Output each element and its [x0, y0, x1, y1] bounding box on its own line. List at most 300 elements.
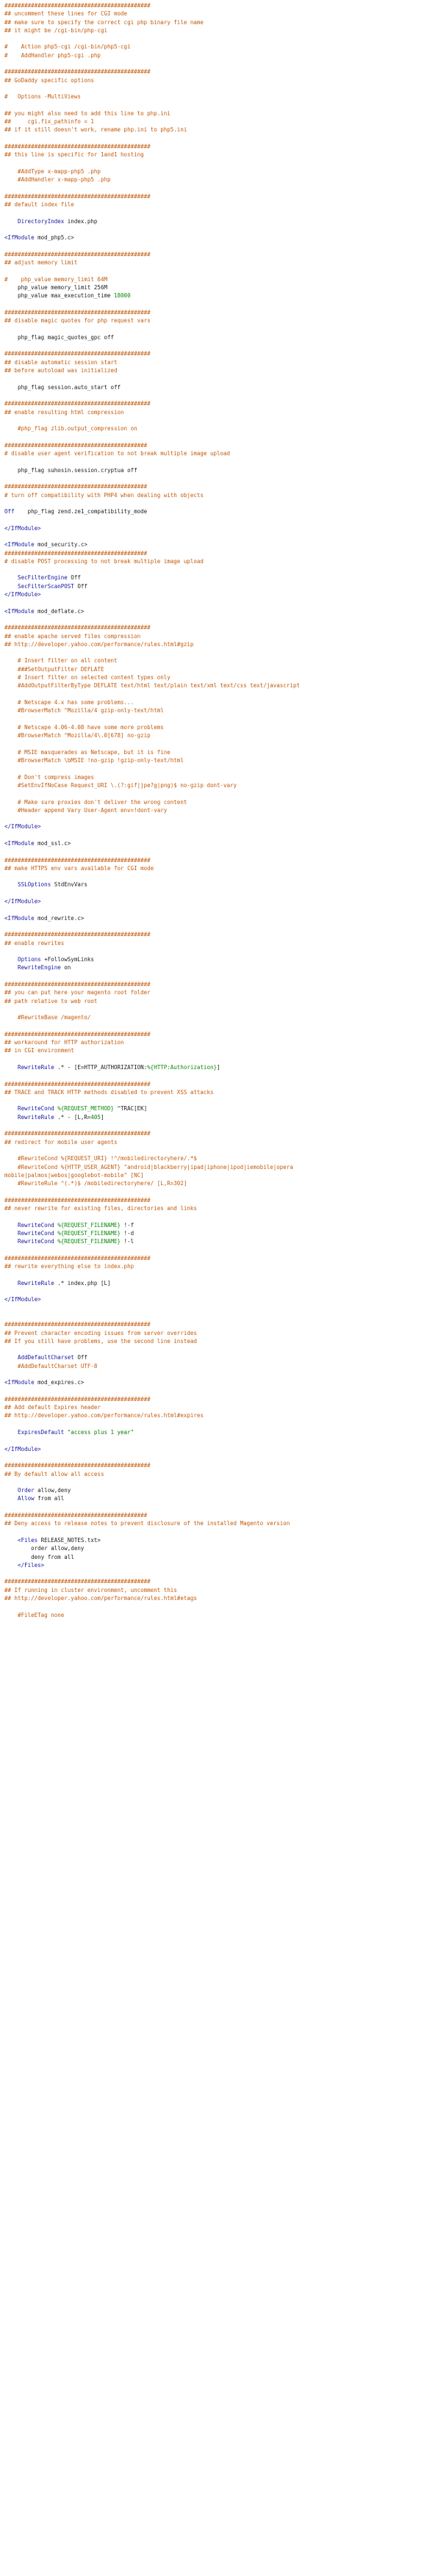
code-line — [4, 399, 437, 408]
code-token: mod_ssl.c> — [34, 839, 71, 847]
code-line — [4, 1005, 437, 1013]
code-line — [4, 1304, 437, 1312]
code-comment: # Netscape 4.06-4.08 have some more problems — [4, 723, 164, 731]
code-comment: #AddType x-mapp-php5 .php — [4, 167, 101, 175]
code-comment: # Insert filter on all content — [4, 657, 118, 665]
code-line — [4, 151, 437, 159]
code-token: SecFilterEngine — [4, 574, 68, 582]
code-line — [4, 557, 437, 565]
code-token: RewriteCond — [4, 1221, 54, 1229]
code-line — [4, 1586, 437, 1594]
code-line — [4, 18, 437, 26]
code-comment: ## make sure to specify the correct cgi php binary file name — [4, 18, 204, 26]
code-line — [4, 267, 437, 275]
code-line — [4, 300, 437, 308]
code-line — [4, 739, 437, 748]
code-line — [4, 1411, 437, 1419]
code-token: php_flag session.auto_start off — [4, 383, 121, 391]
code-line — [4, 748, 437, 756]
code-line — [4, 217, 437, 225]
code-comment: # turn off compatibility with PHP4 when dealing with objects — [4, 491, 204, 499]
code-line — [4, 84, 437, 93]
code-line — [4, 673, 437, 681]
code-comment: #BrowserMatch \bMSIE !no-gzip !gzip-only-text/html — [4, 757, 184, 764]
code-comment: ## By default allow all access — [4, 1470, 104, 1477]
code-comment: #RewriteBase /magento/ — [4, 1014, 91, 1021]
code-line — [4, 1212, 437, 1220]
code-line — [4, 1353, 437, 1361]
code-line — [4, 234, 437, 242]
code-comment: # Insert filter on selected content types only — [4, 674, 171, 681]
code-line — [4, 1536, 437, 1544]
code-line — [4, 341, 437, 350]
code-line — [4, 1096, 437, 1104]
code-line — [4, 822, 437, 831]
code-token: mod_expires.c> — [34, 1379, 85, 1386]
code-token: php_value memory_limit 256M — [4, 284, 107, 292]
code-comment: #FileETag none — [4, 1611, 65, 1618]
code-comment: ############################################ — [4, 1254, 151, 1262]
code-line — [4, 1229, 437, 1237]
code-comment: # Don't compress images — [4, 773, 94, 781]
code-line — [4, 1602, 437, 1610]
code-token: !-f — [121, 1221, 135, 1229]
code-line — [4, 540, 437, 549]
code-token: </IfModule> — [4, 1296, 41, 1303]
code-comment: ############################################ — [4, 1395, 151, 1403]
code-token: %{REQUEST_FILENAME} — [57, 1221, 121, 1229]
code-line — [4, 524, 437, 532]
code-comment: ## if it still doesn't work, rename php.ini to php5.ini — [4, 126, 187, 134]
code-line — [4, 922, 437, 930]
code-token: allow,deny — [34, 1487, 71, 1494]
code-line — [4, 1420, 437, 1428]
code-line — [4, 366, 437, 375]
code-comment: mobile|palmos|webos|googlebot-mobile" [NC] — [4, 1171, 144, 1179]
code-comment: ## this line is specific for 1and1 hosting — [4, 151, 144, 159]
code-comment: ############################################ — [4, 1578, 151, 1585]
code-line — [4, 839, 437, 847]
code-line — [4, 126, 437, 134]
code-comment: ## you might also need to add this line to php.ini — [4, 109, 171, 117]
code-token: </Files> — [4, 1561, 45, 1569]
code-line — [4, 482, 437, 491]
code-comment: ############################################ — [4, 400, 151, 408]
code-token: Order — [4, 1487, 35, 1494]
code-line — [4, 1163, 437, 1171]
code-comment: ## make HTTPS env vars available for CGI mode — [4, 864, 154, 872]
code-token: !-d — [121, 1229, 135, 1237]
code-line — [4, 491, 437, 499]
code-comment: # Options -MultiViews — [4, 93, 81, 101]
code-line — [4, 1196, 437, 1204]
code-line — [4, 1071, 437, 1079]
code-comment: # MSIE masquerades as Netscape, but it is fine — [4, 748, 171, 756]
code-comment: ########################################### — [4, 483, 148, 491]
code-token: mod_php5.c> — [34, 234, 74, 242]
code-comment: ## redirect for mobile user agents — [4, 1138, 118, 1146]
code-comment: #php_flag zlib.output_compression on — [4, 425, 137, 433]
code-line — [4, 1080, 437, 1088]
code-comment: ############################################ — [4, 1196, 151, 1204]
code-line — [4, 515, 437, 524]
code-comment: ## you can put here your magento root folder — [4, 989, 151, 996]
code-line — [4, 1553, 437, 1561]
code-line — [4, 1486, 437, 1494]
code-comment: ########################################### — [4, 1512, 148, 1519]
code-line — [4, 93, 437, 101]
code-line — [4, 1030, 437, 1038]
code-line — [4, 1445, 437, 1453]
code-token: from all — [34, 1495, 65, 1502]
code-comment: ## Deny access to release notes to prevent disclosure of the installed Magento version — [4, 1520, 290, 1527]
code-line — [4, 963, 437, 972]
code-token: </IfModule> — [4, 591, 41, 598]
code-line — [4, 416, 437, 424]
code-line — [4, 590, 437, 598]
code-line — [4, 76, 437, 84]
code-token: php_value max_execution_time — [4, 292, 115, 300]
code-line — [4, 1470, 437, 1478]
code-line — [4, 656, 437, 665]
code-line — [4, 1237, 437, 1245]
code-comment: #AddHandler x-mapp-php5 .php — [4, 176, 111, 184]
code-comment: # Make sure proxies don't deliver the wrong content — [4, 798, 187, 806]
code-line — [4, 167, 437, 176]
code-line — [4, 1345, 437, 1353]
code-line — [4, 1063, 437, 1071]
code-token: mod_deflate.c> — [34, 607, 85, 615]
code-token: php_flag magic_quotes_gpc off — [4, 333, 115, 341]
code-line — [4, 250, 437, 258]
code-comment: ## http://developer.yahoo.com/performance/rules.html#etags — [4, 1595, 197, 1602]
code-comment: ############################################ — [4, 856, 151, 864]
code-comment: ############################################ — [4, 2, 151, 9]
code-line — [4, 1179, 437, 1187]
code-line — [4, 947, 437, 955]
code-line — [4, 806, 437, 814]
code-line — [4, 1362, 437, 1370]
code-line — [4, 1320, 437, 1328]
code-comment: #RewriteCond %{REQUEST_URI} !^/mobiledirectoryhere/.*$ — [4, 1155, 197, 1162]
code-token: <IfModule — [4, 914, 35, 922]
code-line — [4, 176, 437, 184]
code-comment: ############################################ — [4, 192, 151, 200]
code-line — [4, 1337, 437, 1345]
code-line — [4, 383, 437, 391]
code-comment: ## in CGI environment — [4, 1047, 74, 1054]
code-line — [4, 499, 437, 507]
code-line — [4, 1088, 437, 1096]
code-comment: # disable user agent verification to not break multiple image upload — [4, 450, 231, 457]
code-line — [4, 449, 437, 457]
code-token: %{HTTP:Authorization} — [147, 1064, 217, 1071]
code-token: </IfModule> — [4, 823, 41, 831]
code-comment: # Netscape 4.x has some problems... — [4, 698, 135, 706]
code-comment: ############################################ — [4, 350, 151, 358]
code-comment: ## never rewrite for existing files, directories and links — [4, 1205, 197, 1212]
code-comment: ## path relative to web root — [4, 997, 98, 1005]
code-comment: ## disable magic quotes for php request vars — [4, 317, 151, 325]
code-line — [4, 847, 437, 855]
code-comment: ############################################ — [4, 250, 151, 258]
code-token: mod_security.c> — [34, 541, 87, 549]
code-comment: ## If running in cluster environment, uncomment this — [4, 1586, 177, 1593]
code-line — [4, 1329, 437, 1337]
code-line — [4, 1453, 437, 1461]
code-line — [4, 1270, 437, 1278]
code-line — [4, 209, 437, 217]
code-line — [4, 1395, 437, 1403]
code-line — [4, 59, 437, 68]
code-token: php_flag suhosin.session.cryptua off — [4, 466, 137, 474]
code-line — [4, 715, 437, 723]
code-line — [4, 565, 437, 574]
code-token: ^TRAC[EK] — [114, 1105, 148, 1112]
code-line — [4, 1187, 437, 1195]
code-line — [4, 623, 437, 632]
code-comment: ## Prevent character encoding issues from server overrides — [4, 1329, 197, 1336]
code-line — [4, 615, 437, 623]
code-line — [4, 1204, 437, 1212]
code-line — [4, 1312, 437, 1320]
code-comment: ## http://developer.yahoo.com/performance/rules.html#gzip — [4, 640, 194, 648]
code-comment: # disable POST processing to not break multiple image upload — [4, 557, 204, 565]
code-comment: ## adjust memory limit — [4, 259, 78, 267]
code-line — [4, 549, 437, 557]
code-line — [4, 225, 437, 234]
code-line — [4, 391, 437, 399]
code-token: RewriteRule — [4, 1064, 54, 1071]
code-token: index.php — [64, 217, 98, 225]
code-comment: #RewriteCond %{HTTP_USER_AGENT} "android|blackberry|ipad|iphone|ipod|iemobile|opera — [4, 1163, 293, 1171]
code-token: ExpiresDefault — [4, 1429, 65, 1436]
code-line — [4, 532, 437, 540]
code-token: RewriteCond — [4, 1105, 54, 1112]
code-token: 18000 — [114, 292, 131, 300]
code-comment: ## http://developer.yahoo.com/performance/rules.html#expires — [4, 1412, 204, 1419]
code-line — [4, 997, 437, 1005]
code-line — [4, 1561, 437, 1569]
code-line — [4, 358, 437, 366]
code-comment: ## it might be /cgi-bin/php-cgi — [4, 26, 107, 34]
code-line — [4, 1577, 437, 1585]
code-line — [4, 466, 437, 474]
code-line — [4, 798, 437, 806]
code-comment: ## before autoload was initialized — [4, 367, 118, 375]
code-line — [4, 474, 437, 482]
code-line — [4, 101, 437, 109]
code-line — [4, 1146, 437, 1154]
code-line — [4, 582, 437, 590]
code-line — [4, 1436, 437, 1444]
code-line — [4, 333, 437, 341]
code-line — [4, 1154, 437, 1162]
code-line — [4, 698, 437, 706]
code-line — [4, 914, 437, 922]
code-token: .* - [L,R= — [54, 1113, 91, 1121]
code-line — [4, 184, 437, 192]
code-comment: ############################################ — [4, 68, 151, 76]
code-line — [4, 731, 437, 739]
code-line — [4, 109, 437, 117]
code-token: </IfModule> — [4, 524, 41, 532]
code-token: .* - [E=HTTP_AUTHORIZATION: — [54, 1064, 148, 1071]
code-line — [4, 1262, 437, 1270]
code-token: ] — [100, 1113, 104, 1121]
code-comment: #Header append Vary User-Agent env=!dont-vary — [4, 806, 168, 814]
code-line — [4, 1279, 437, 1287]
code-line — [4, 889, 437, 897]
code-token: RewriteEngine — [4, 964, 61, 972]
code-comment: ############################################ — [4, 1321, 151, 1328]
code-comment: ## disable automatic session start — [4, 358, 118, 366]
code-line — [4, 1, 437, 10]
code-line — [4, 756, 437, 764]
code-line — [4, 781, 437, 789]
code-line — [4, 632, 437, 640]
code-line — [4, 690, 437, 698]
code-comment: ## enable apache served files compression — [4, 632, 141, 640]
code-token: SecFilterScanPOST — [4, 582, 74, 590]
code-line — [4, 1046, 437, 1054]
code-comment: ## If you still have problems, use the second line instead — [4, 1337, 197, 1345]
code-line — [4, 681, 437, 690]
code-line — [4, 1378, 437, 1386]
code-comment: ############################################ — [4, 1130, 151, 1137]
code-token: "access plus 1 year" — [67, 1429, 135, 1436]
code-line — [4, 200, 437, 209]
code-line — [4, 764, 437, 773]
code-line — [4, 1461, 437, 1469]
code-line — [4, 831, 437, 839]
code-line — [4, 457, 437, 466]
code-token: Off — [4, 508, 15, 515]
code-comment: ############################################ — [4, 308, 151, 316]
code-line — [4, 117, 437, 126]
code-line — [4, 1403, 437, 1411]
code-token: on — [60, 964, 71, 972]
code-line — [4, 441, 437, 449]
code-line — [4, 242, 437, 250]
code-token: Off — [67, 574, 81, 582]
code-comment: ########################################### — [4, 549, 148, 557]
code-line — [4, 1295, 437, 1303]
code-token: <Files — [4, 1536, 38, 1544]
code-token: <IfModule — [4, 1379, 35, 1386]
code-line — [4, 574, 437, 582]
code-line — [4, 308, 437, 316]
code-line — [4, 706, 437, 714]
code-comment: #SetEnvIfNoCase Request_URI \.(?:gif|jpe?g|png)$ no-gzip dont-vary — [4, 781, 237, 789]
code-line — [4, 773, 437, 781]
code-line — [4, 880, 437, 889]
code-comment: ############################################ — [4, 1462, 151, 1469]
code-line — [4, 1478, 437, 1486]
code-line — [4, 905, 437, 913]
code-line — [4, 325, 437, 333]
code-line — [4, 598, 437, 607]
code-token: AddDefaultCharset — [4, 1354, 74, 1361]
code-token: 405 — [90, 1113, 101, 1121]
code-token: StdEnvVars — [51, 881, 87, 889]
code-line — [4, 1113, 437, 1121]
code-line — [4, 1370, 437, 1378]
code-comment: ## Add default Expires header — [4, 1404, 101, 1411]
code-line — [4, 424, 437, 433]
code-line — [4, 930, 437, 938]
code-line — [4, 1055, 437, 1063]
code-comment: # AddHandler php5-cgi .php — [4, 51, 101, 59]
code-line — [4, 872, 437, 880]
code-comment: ############################################ — [4, 1030, 151, 1038]
code-token: </IfModule> — [4, 1445, 41, 1452]
code-line — [4, 10, 437, 18]
code-token: %{REQUEST_FILENAME} — [57, 1229, 121, 1237]
code-comment: # php_value memory_limit 64M — [4, 275, 107, 283]
code-comment: ## workaround for HTTP authorization — [4, 1039, 124, 1046]
code-line — [4, 1129, 437, 1137]
code-token: <IfModule — [4, 541, 35, 549]
code-token: php_flag zend.ze1_compatibility_mode — [14, 508, 151, 515]
code-line — [4, 1221, 437, 1229]
code-line — [4, 1594, 437, 1602]
code-line — [4, 607, 437, 615]
code-token: Allow — [4, 1495, 35, 1502]
code-token: RewriteCond — [4, 1238, 54, 1245]
code-line — [4, 665, 437, 673]
code-token: deny from all — [4, 1553, 74, 1560]
code-line — [4, 856, 437, 864]
code-line — [4, 1569, 437, 1577]
code-token: order allow,deny — [4, 1545, 85, 1552]
code-line — [4, 51, 437, 59]
code-token: %{REQUEST_METHOD} — [57, 1105, 115, 1112]
code-line — [4, 1503, 437, 1511]
code-comment: ########################################### — [4, 441, 148, 449]
code-comment: #AddOutputFilterByType DEFLATE text/html text/plain text/xml text/css text/javascript — [4, 682, 300, 690]
code-line — [4, 1511, 437, 1519]
code-line — [4, 723, 437, 731]
code-line — [4, 292, 437, 300]
code-line — [4, 789, 437, 797]
code-line — [4, 1138, 437, 1146]
code-line — [4, 507, 437, 515]
code-line — [4, 972, 437, 980]
code-token: RewriteRule — [4, 1113, 54, 1121]
code-comment: ############################################ — [4, 981, 151, 988]
code-line — [4, 1121, 437, 1129]
code-line — [4, 980, 437, 988]
code-line — [4, 43, 437, 51]
code-comment: ## default index file — [4, 201, 74, 209]
code-line — [4, 648, 437, 656]
code-comment: ## uncomment these lines for CGI mode — [4, 10, 128, 18]
code-line — [4, 1287, 437, 1295]
code-comment: ## enable rewrites — [4, 939, 65, 947]
code-comment: ## TRACE and TRACK HTTP methods disabled to prevent XSS attacks — [4, 1088, 214, 1096]
code-token: Off — [74, 1354, 87, 1361]
code-line — [4, 814, 437, 822]
code-line — [4, 159, 437, 167]
code-comment: #BrowserMatch ^Mozilla/4\.0[678] no-gzip — [4, 732, 151, 739]
code-token: <IfModule — [4, 234, 35, 242]
code-line — [4, 258, 437, 267]
code-token: Off — [74, 582, 87, 590]
code-line — [4, 375, 437, 383]
code-token: +FollowSymLinks — [40, 956, 94, 963]
code-line — [4, 897, 437, 905]
